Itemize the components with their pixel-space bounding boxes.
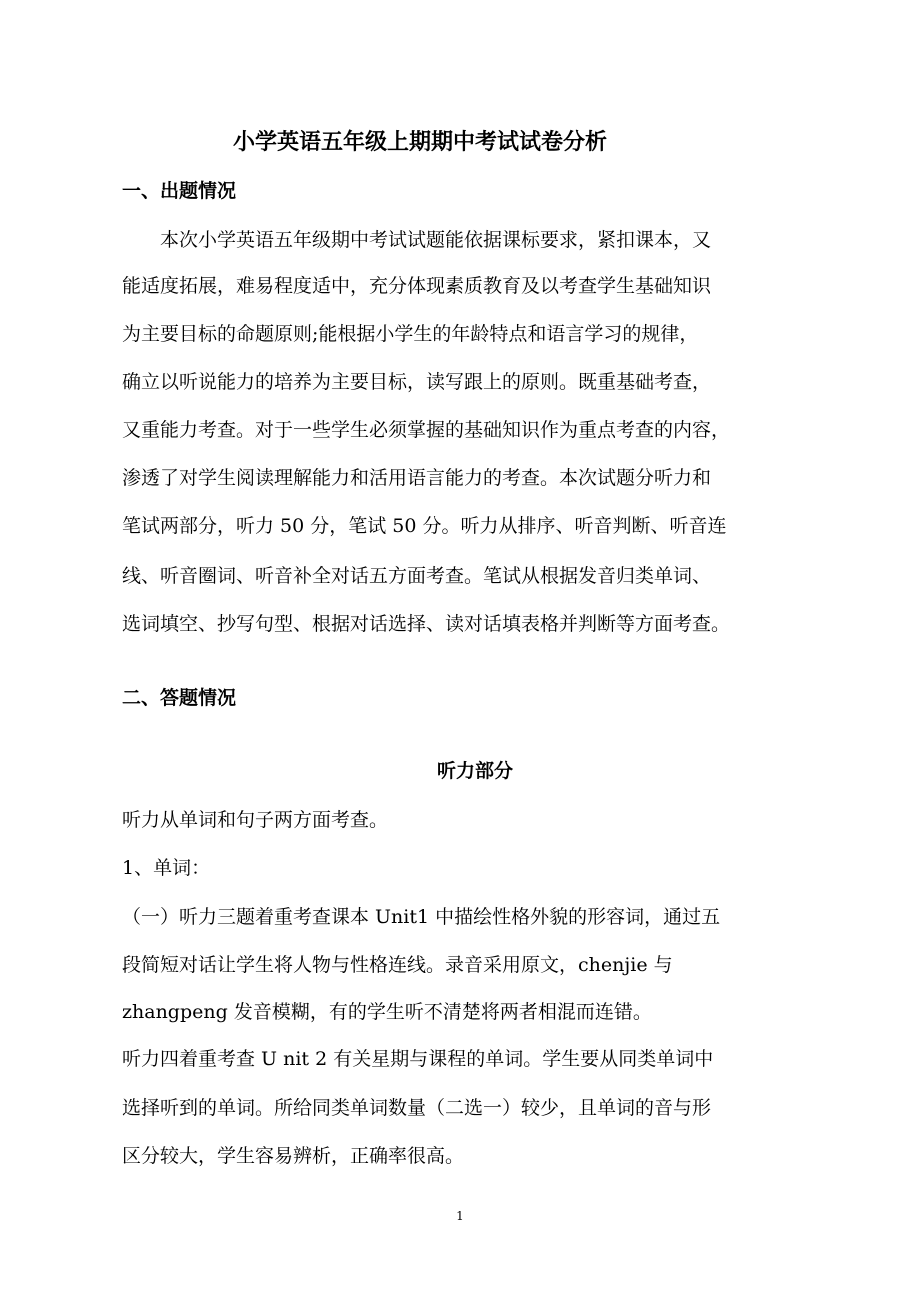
paragraph-line: 区分较大，学生容易辨析，正确率很高。 xyxy=(122,1145,465,1167)
page-number: 1 xyxy=(456,1209,464,1223)
paragraph-line: 为主要目标的命题原则;能根据小学生的年龄特点和语言学习的规律， xyxy=(122,323,699,345)
document-title: 小学英语五年级上期期中考试试卷分析 xyxy=(232,130,607,155)
paragraph-line: 选择听到的单词。所给同类单词数量（二选一）较少，且单词的音与形 xyxy=(122,1097,712,1119)
section-heading-answers: 二、答题情况 xyxy=(122,687,237,709)
paragraph-line: 确立以听说能力的培养为主要目标，读写跟上的原则。既重基础考查， xyxy=(122,371,712,393)
paragraph-line: 本次小学英语五年级期中考试试题能依据课标要求，紧扣课本，又 xyxy=(160,229,712,251)
paragraph-line: 又重能力考查。对于一些学生必须掌握的基础知识作为重点考查的内容， xyxy=(122,419,731,441)
section-heading-question-setting: 一、出题情况 xyxy=(122,180,237,202)
paragraph-line: 1、单词： xyxy=(122,857,211,879)
paragraph-line: 笔试两部分，听力 50 分，笔试 50 分。听力从排序、听音判断、听音连 xyxy=(122,515,727,537)
paragraph-line: 能适度拓展，难易程度适中，充分体现素质教育及以考查学生基础知识 xyxy=(122,275,712,297)
paragraph-line: 选词填空、抄写句型、根据对话选择、读对话填表格并判断等方面考查。 xyxy=(122,613,731,635)
paragraph-line: 渗透了对学生阅读理解能力和活用语言能力的考查。本次试题分听力和 xyxy=(122,467,712,489)
paragraph-line: 听力四着重考查 U nit 2 有关星期与课程的单词。学生要从同类单词中 xyxy=(122,1048,714,1070)
paragraph-line: 听力从单词和句子两方面考查。 xyxy=(122,809,389,831)
subsection-heading-listening: 听力部分 xyxy=(436,760,513,782)
paragraph-line: 段简短对话让学生将人物与性格连线。录音采用原文，chenjie 与 xyxy=(122,954,673,976)
paragraph-line: zhangpeng 发音模糊，有的学生听不清楚将两者相混而连错。 xyxy=(122,1001,652,1023)
paragraph-line: 线、听音圈词、听音补全对话五方面考查。笔试从根据发音归类单词、 xyxy=(122,565,712,587)
paragraph-line: （一）听力三题着重考查课本 Unit1 中描绘性格外貌的形容词，通过五 xyxy=(122,906,721,928)
